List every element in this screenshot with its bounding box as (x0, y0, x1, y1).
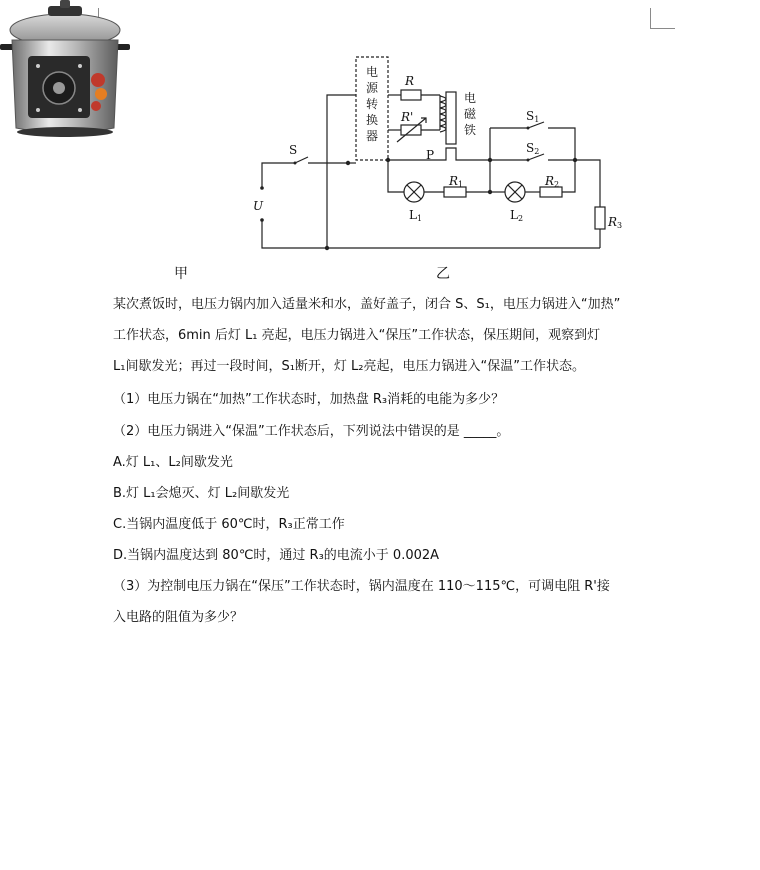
label-S2: S2 (526, 141, 540, 156)
figure-label-yi: 乙 (436, 266, 450, 282)
option-d: D.当锅内温度达到 80℃时，通过 R₃的电流小于 0.002A (113, 548, 440, 563)
electromagnet-label-3: 铁 (464, 123, 477, 137)
converter-label-2: 源 (366, 81, 379, 95)
converter-label-1: 电 (366, 65, 379, 79)
paragraph-line-3: L₁间歇发光；再过一段时间，S₁断开，灯 L₂亮起，电压力锅进入“保温”工作状态。 (113, 359, 585, 374)
label-S: S (289, 143, 298, 157)
label-L2: L2 (510, 208, 524, 223)
converter-label-4: 换 (366, 113, 379, 127)
paragraph-line-1: 某次煮饭时，电压力锅内加入适量米和水，盖好盖子，闭合 S、S₁，电压力锅进入“加热” (113, 297, 621, 312)
label-L1: L1 (409, 208, 423, 223)
question-1: （1）电压力锅在“加热”工作状态时，加热盘 R₃消耗的电能为多少？ (113, 392, 505, 407)
label-S1: S1 (526, 109, 540, 124)
label-R: R (405, 74, 415, 88)
option-b: B.灯 L₁会熄灭、灯 L₂间歇发光 (113, 486, 290, 501)
electromagnet-label-1: 电 (464, 91, 477, 105)
label-R1: R1 (449, 174, 464, 189)
paragraph-line-2: 工作状态，6min 后灯 L₁ 亮起，电压力锅进入“保压”工作状态，保压期间，观察到灯 (113, 328, 601, 343)
question-2: （2）电压力锅进入“保温”工作状态后，下列说法中错误的是 _____。 (113, 424, 510, 439)
option-a: A.灯 L₁、L₂间歇发光 (113, 455, 233, 470)
figure (0, 0, 760, 290)
circuit-diagram (0, 0, 760, 290)
label-P: P (426, 148, 435, 162)
converter-label-5: 器 (366, 129, 379, 143)
converter-label-3: 转 (366, 97, 379, 111)
option-c: C.当锅内温度低于 60℃时，R₃正常工作 (113, 517, 345, 532)
label-R2: R2 (545, 174, 560, 189)
label-U: U (253, 199, 264, 213)
figure-label-jia: 甲 (174, 266, 188, 282)
electromagnet-label-2: 磁 (464, 107, 477, 121)
question-3-line-1: （3）为控制电压力锅在“保压”工作状态时，锅内温度在 110～115℃，可调电阻 R'接 (113, 579, 610, 594)
label-R3: R3 (608, 215, 623, 230)
question-3-line-2: 入电路的阻值为多少？ (113, 610, 244, 625)
label-R-prime: R' (401, 110, 414, 124)
